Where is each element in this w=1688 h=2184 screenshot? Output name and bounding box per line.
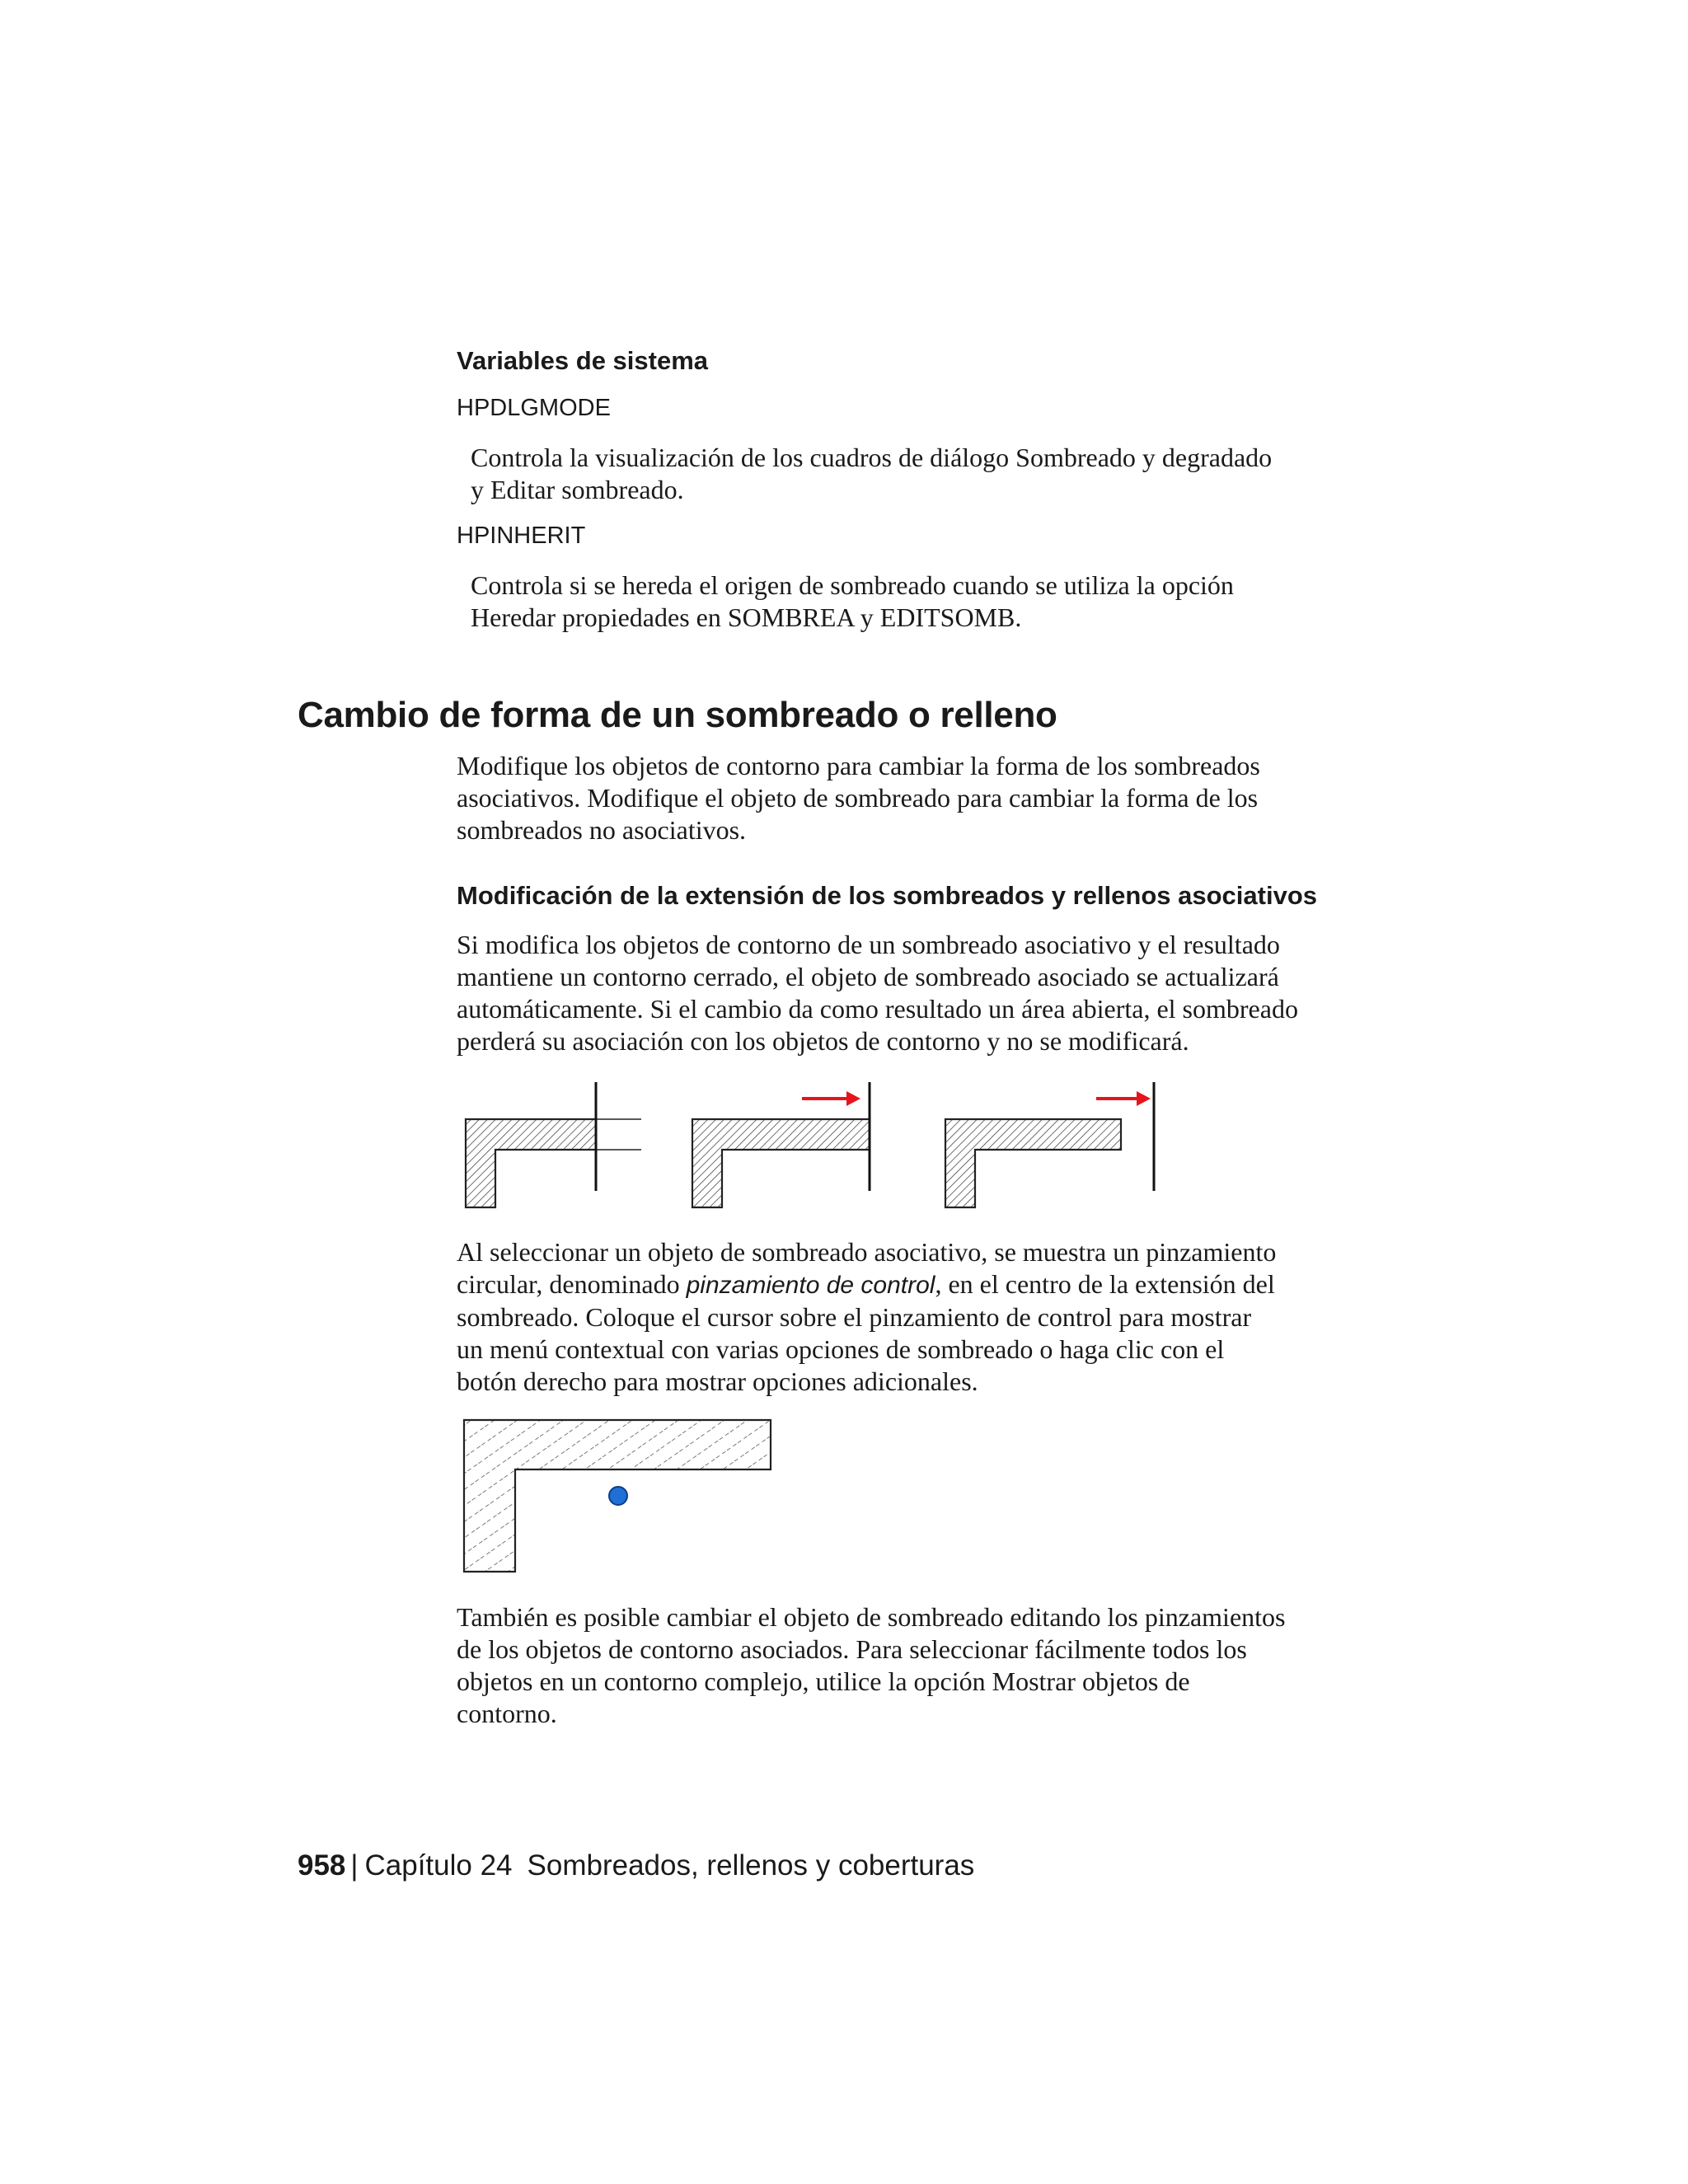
paragraph-line: un menú contextual con varias opciones de sombreado o haga clic con el <box>457 1334 1225 1364</box>
section-title: Cambio de forma de un sombreado o relleno <box>298 695 1057 735</box>
description-line: Heredar propiedades en SOMBREA y EDITSOMB. <box>471 602 1022 632</box>
red-arrow-icon <box>802 1091 860 1106</box>
hatch-stage-3 <box>945 1082 1154 1207</box>
paragraph-line: mantiene un contorno cerrado, el objeto de sombreado asociado se actualizará <box>457 962 1279 991</box>
hatch-stage-1 <box>466 1082 641 1207</box>
description-line: Controla la visualización de los cuadros de diálogo Sombreado y degradado <box>471 443 1273 472</box>
paragraph-boundary-modification <box>457 929 1347 1057</box>
section-intro <box>457 750 1347 846</box>
control-grip-icon[interactable] <box>609 1487 627 1505</box>
paragraph-line <box>457 1268 1347 1301</box>
paragraph-line: Modifique los objetos de contorno para cambiar la forma de los sombreados <box>457 751 1260 780</box>
paragraph-line: perderá su asociación con los objetos de contorno y no se modificará. <box>457 1026 1189 1056</box>
hatch-stage-2 <box>692 1082 870 1207</box>
footer-separator: | <box>350 1849 359 1882</box>
chapter-title: Sombreados, rellenos y coberturas <box>527 1849 975 1882</box>
page-number: 958 <box>298 1849 346 1882</box>
variable-description-hpinherit <box>471 569 1361 634</box>
chapter-label: Capítulo 24 <box>364 1849 513 1882</box>
page-footer <box>298 1849 974 1882</box>
paragraph-line: asociativos. Modifique el objeto de sombreado para cambiar la forma de los <box>457 783 1259 813</box>
variable-description-hpdlgmode <box>471 442 1361 506</box>
paragraph-line: sombreados no asociativos. <box>457 815 747 845</box>
paragraph-boundary-grips <box>457 1601 1347 1730</box>
subsection-title: Modificación de la extensión de los sombreados y rellenos asociativos <box>457 881 1317 910</box>
paragraph-line: automáticamente. Si el cambio da como resultado un área abierta, el sombreado <box>457 994 1298 1024</box>
red-arrow-icon <box>1096 1091 1151 1106</box>
paragraph-control-grip <box>457 1236 1347 1398</box>
hatch-control-grip-figure <box>457 1413 783 1578</box>
text-run: , en el centro de la extensión del <box>935 1269 1275 1299</box>
variable-name-hpdlgmode: HPDLGMODE <box>457 395 611 421</box>
variable-name-hpinherit: HPINHERIT <box>457 523 586 549</box>
paragraph-line: objetos en un contorno complejo, utilice la opción Mostrar objetos de <box>457 1666 1190 1696</box>
paragraph-line: contorno. <box>457 1699 557 1728</box>
paragraph-line: También es posible cambiar el objeto de sombreado editando los pinzamientos <box>457 1602 1286 1632</box>
paragraph-line: sombreado. Coloque el cursor sobre el pinzamiento de control para mostrar <box>457 1302 1252 1332</box>
paragraph-line: Al seleccionar un objeto de sombreado asociativo, se muestra un pinzamiento <box>457 1237 1277 1267</box>
control-grip-term: pinzamiento de control <box>686 1272 935 1299</box>
hatch-boundary-figure <box>457 1076 1166 1220</box>
text-run: circular, denominado <box>457 1269 687 1299</box>
paragraph-line: Si modifica los objetos de contorno de un sombreado asociativo y el resultado <box>457 930 1280 959</box>
description-line: Controla si se hereda el origen de sombreado cuando se utiliza la opción <box>471 570 1234 600</box>
system-variables-heading: Variables de sistema <box>457 346 709 375</box>
paragraph-line: botón derecho para mostrar opciones adicionales. <box>457 1366 978 1396</box>
description-line: y Editar sombreado. <box>471 475 684 504</box>
paragraph-line: de los objetos de contorno asociados. Para seleccionar fácilmente todos los <box>457 1634 1247 1664</box>
